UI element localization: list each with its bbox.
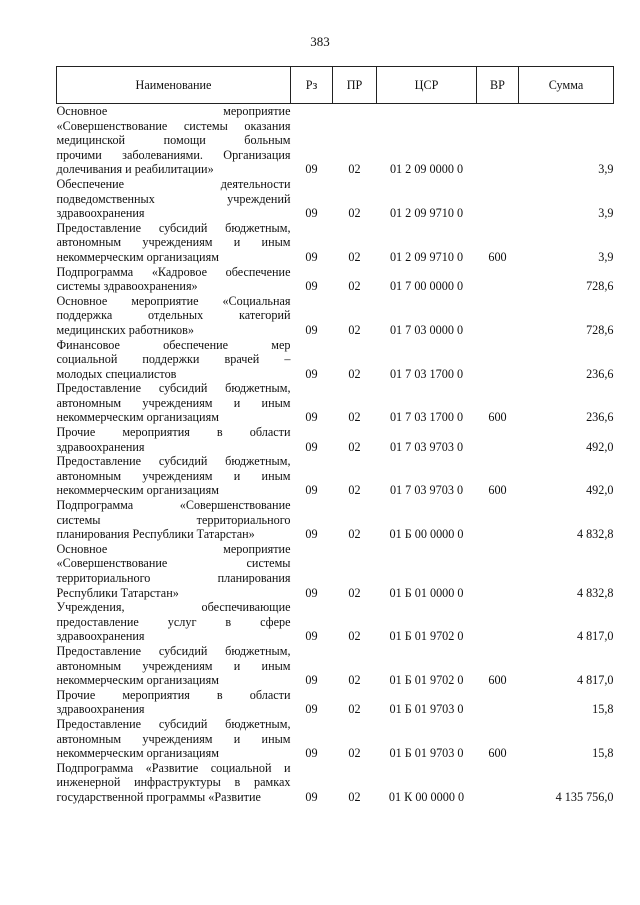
row-pr xyxy=(333,294,377,338)
row-pr-value: 02 xyxy=(348,279,361,294)
row-name-line: «Совершенствование системы оказания xyxy=(56,118,291,133)
row-vr-value: 600 xyxy=(488,249,507,264)
row-name xyxy=(57,104,291,177)
row-sum-value: 728,6 xyxy=(586,322,614,337)
row-name-line: автономным учреждениям и иным xyxy=(56,468,291,483)
row-name xyxy=(57,425,291,454)
row-csr-value: 01 2 09 9710 0 xyxy=(389,249,464,264)
row-pr-value: 02 xyxy=(348,366,361,381)
row-pr-value: 02 xyxy=(348,439,361,454)
table-row xyxy=(57,600,614,644)
row-name-line: Основное мероприятие «Социальная xyxy=(56,293,291,308)
row-rz-value: 09 xyxy=(305,483,318,498)
row-name-line: Обеспечение деятельности xyxy=(56,176,291,191)
row-rz-value: 09 xyxy=(305,162,318,177)
row-sum xyxy=(519,542,614,600)
row-name xyxy=(57,688,291,717)
row-sum-value: 4 135 756,0 xyxy=(555,789,614,804)
row-name-line: предоставление услуг в сфере xyxy=(56,614,291,629)
row-pr-value: 02 xyxy=(348,789,361,804)
row-pr xyxy=(333,688,377,717)
row-vr xyxy=(477,542,519,600)
row-vr xyxy=(477,294,519,338)
row-rz-value: 09 xyxy=(305,746,318,761)
row-vr xyxy=(477,381,519,425)
row-csr-value: 01 7 03 1700 0 xyxy=(389,366,464,381)
row-pr-value: 02 xyxy=(348,629,361,644)
row-name-line: системы территориального xyxy=(56,512,291,527)
row-rz xyxy=(291,761,333,805)
row-pr xyxy=(333,498,377,542)
row-name-line: Прочие мероприятия в области xyxy=(56,687,291,702)
row-name-line: медицинских работников» xyxy=(56,322,194,337)
row-name-line: системы здравоохранения» xyxy=(56,279,198,294)
row-csr-value: 01 Б 01 0000 0 xyxy=(389,585,464,600)
budget-table xyxy=(56,66,614,805)
row-name xyxy=(57,498,291,542)
row-name-line: государственной программы «Развитие xyxy=(56,789,261,804)
row-pr xyxy=(333,644,377,688)
row-sum-value: 3,9 xyxy=(598,206,614,221)
row-sum xyxy=(519,717,614,761)
row-csr xyxy=(377,644,477,688)
row-sum-value: 3,9 xyxy=(598,162,614,177)
row-vr xyxy=(477,177,519,221)
row-name-line: здравоохранения xyxy=(56,206,145,221)
row-csr-value: 01 7 03 9703 0 xyxy=(389,483,464,498)
table-row xyxy=(57,761,614,805)
row-vr xyxy=(477,644,519,688)
row-rz xyxy=(291,425,333,454)
row-rz xyxy=(291,717,333,761)
row-name xyxy=(57,177,291,221)
row-csr xyxy=(377,454,477,498)
row-name-line: некоммерческим организациям xyxy=(56,249,219,264)
row-csr xyxy=(377,717,477,761)
row-name-line: здравоохранения xyxy=(56,629,145,644)
row-csr-value: 01 Б 01 9702 0 xyxy=(389,629,464,644)
row-vr xyxy=(477,688,519,717)
row-vr xyxy=(477,717,519,761)
table-row xyxy=(57,177,614,221)
row-vr xyxy=(477,265,519,294)
table-row xyxy=(57,644,614,688)
row-sum-value: 236,6 xyxy=(586,410,614,425)
row-name-line: территориального планирования xyxy=(56,571,291,585)
row-rz xyxy=(291,454,333,498)
row-pr xyxy=(333,338,377,382)
table-row xyxy=(57,542,614,600)
row-rz xyxy=(291,381,333,425)
row-pr xyxy=(333,717,377,761)
header-name: Наименование xyxy=(57,67,291,104)
row-rz-value: 09 xyxy=(305,585,318,600)
row-rz-value: 09 xyxy=(305,249,318,264)
row-vr xyxy=(477,425,519,454)
row-rz xyxy=(291,498,333,542)
row-name-line: автономным учреждениям и иным xyxy=(56,731,291,746)
row-sum-value: 236,6 xyxy=(586,366,614,381)
row-rz xyxy=(291,265,333,294)
row-sum-value: 3,9 xyxy=(598,249,614,264)
row-sum-value: 15,8 xyxy=(592,702,614,717)
row-name-line: здравоохранения xyxy=(56,439,145,454)
row-name-line: некоммерческим организациям xyxy=(56,410,219,425)
row-rz xyxy=(291,221,333,265)
row-sum xyxy=(519,600,614,644)
row-rz xyxy=(291,600,333,644)
row-rz-value: 09 xyxy=(305,366,318,381)
row-csr-value: 01 7 03 9703 0 xyxy=(389,439,464,454)
row-vr-value: 600 xyxy=(488,410,507,425)
row-csr xyxy=(377,338,477,382)
row-pr-value: 02 xyxy=(348,746,361,761)
row-sum-value: 4 817,0 xyxy=(576,673,614,688)
header-csr: ЦСР xyxy=(377,67,477,104)
row-name-line: автономным учреждениям и иным xyxy=(56,235,291,250)
row-name-line: некоммерческим организациям xyxy=(56,483,219,498)
row-pr xyxy=(333,221,377,265)
row-rz-value: 09 xyxy=(305,702,318,717)
row-vr xyxy=(477,454,519,498)
row-pr xyxy=(333,454,377,498)
row-csr-value: 01 Б 01 9703 0 xyxy=(389,746,464,761)
row-pr-value: 02 xyxy=(348,410,361,425)
row-pr xyxy=(333,381,377,425)
row-csr xyxy=(377,425,477,454)
row-sum xyxy=(519,688,614,717)
row-sum xyxy=(519,498,614,542)
row-name-line: Подпрограмма «Кадровое обеспечение xyxy=(56,264,291,279)
row-sum xyxy=(519,381,614,425)
row-sum-value: 728,6 xyxy=(586,279,614,294)
row-sum-value: 4 832,8 xyxy=(576,585,614,600)
row-csr xyxy=(377,600,477,644)
row-csr xyxy=(377,381,477,425)
row-pr xyxy=(333,177,377,221)
table-row xyxy=(57,338,614,382)
row-name-line: Предоставление субсидий бюджетным, xyxy=(56,220,291,235)
row-rz xyxy=(291,644,333,688)
row-name-line: подведомственных учреждений xyxy=(56,191,291,206)
row-sum xyxy=(519,761,614,805)
row-pr xyxy=(333,761,377,805)
row-sum xyxy=(519,425,614,454)
row-name-line: «Совершенствование системы xyxy=(56,556,291,571)
row-name xyxy=(57,381,291,425)
row-csr-value: 01 7 03 0000 0 xyxy=(389,322,464,337)
row-pr-value: 02 xyxy=(348,585,361,600)
row-rz-value: 09 xyxy=(305,789,318,804)
table-row xyxy=(57,104,614,177)
row-name-line: поддержка отдельных категорий xyxy=(56,308,291,323)
row-sum xyxy=(519,104,614,177)
row-rz-value: 09 xyxy=(305,410,318,425)
header-sum: Сумма xyxy=(519,67,614,104)
row-pr-value: 02 xyxy=(348,483,361,498)
table-row xyxy=(57,381,614,425)
row-rz xyxy=(291,338,333,382)
row-vr xyxy=(477,498,519,542)
table-row xyxy=(57,265,614,294)
row-pr xyxy=(333,600,377,644)
row-sum-value: 4 832,8 xyxy=(576,527,614,542)
row-name-line: инженерной инфраструктуры в рамках xyxy=(56,775,291,790)
row-pr-value: 02 xyxy=(348,206,361,221)
table-header-row xyxy=(57,67,614,104)
row-csr xyxy=(377,294,477,338)
row-csr-value: 01 Б 00 0000 0 xyxy=(389,527,464,542)
table-row xyxy=(57,688,614,717)
row-name-line: Предоставление субсидий бюджетным, xyxy=(56,716,291,731)
row-csr xyxy=(377,104,477,177)
row-csr xyxy=(377,265,477,294)
row-name-line: Финансовое обеспечение мер xyxy=(56,337,291,352)
row-csr xyxy=(377,688,477,717)
table-body xyxy=(57,104,614,805)
row-sum-value: 492,0 xyxy=(586,439,614,454)
row-name-line: молодых специалистов xyxy=(56,366,177,381)
row-name-line: автономным учреждениям и иным xyxy=(56,395,291,410)
row-pr-value: 02 xyxy=(348,162,361,177)
row-name-line: Основное мероприятие xyxy=(56,541,291,556)
row-pr-value: 02 xyxy=(348,322,361,337)
row-sum xyxy=(519,177,614,221)
table-row xyxy=(57,425,614,454)
row-name xyxy=(57,644,291,688)
row-name-line: Предоставление субсидий бюджетным, xyxy=(56,381,291,396)
row-name-line: социальной поддержки врачей – xyxy=(56,352,291,367)
row-sum-value: 15,8 xyxy=(592,746,614,761)
row-name-line: некоммерческим организациям xyxy=(56,673,219,688)
row-csr-value: 01 7 00 0000 0 xyxy=(389,279,464,294)
row-rz-value: 09 xyxy=(305,322,318,337)
row-name-line: планирования Республики Татарстан» xyxy=(56,527,255,542)
row-csr xyxy=(377,761,477,805)
row-rz-value: 09 xyxy=(305,439,318,454)
row-name xyxy=(57,717,291,761)
row-name-line: Предоставление субсидий бюджетным, xyxy=(56,454,291,469)
row-name xyxy=(57,221,291,265)
row-name-line: здравоохранения xyxy=(56,702,145,717)
row-name-line: некоммерческим организациям xyxy=(56,746,219,761)
row-csr-value: 01 Б 01 9703 0 xyxy=(389,702,464,717)
row-vr xyxy=(477,104,519,177)
row-sum xyxy=(519,644,614,688)
row-rz-value: 09 xyxy=(305,279,318,294)
row-csr xyxy=(377,542,477,600)
row-rz-value: 09 xyxy=(305,673,318,688)
row-rz-value: 09 xyxy=(305,206,318,221)
row-name xyxy=(57,265,291,294)
row-csr-value: 01 2 09 9710 0 xyxy=(389,206,464,221)
row-csr-value: 01 7 03 1700 0 xyxy=(389,410,464,425)
row-pr xyxy=(333,425,377,454)
row-name-line: Учреждения, обеспечивающие xyxy=(56,600,291,615)
row-vr-value: 600 xyxy=(488,673,507,688)
row-name xyxy=(57,761,291,805)
row-rz-value: 09 xyxy=(305,629,318,644)
row-name-line: медицинской помощи больным xyxy=(56,133,291,148)
row-vr xyxy=(477,600,519,644)
table-row xyxy=(57,498,614,542)
row-name-line: Подпрограмма «Совершенствование xyxy=(56,498,291,513)
row-name-line: Республики Татарстан» xyxy=(56,585,179,600)
row-sum xyxy=(519,294,614,338)
row-vr xyxy=(477,221,519,265)
table-row xyxy=(57,454,614,498)
row-sum-value: 492,0 xyxy=(586,483,614,498)
row-csr-value: 01 2 09 0000 0 xyxy=(389,162,464,177)
row-rz xyxy=(291,177,333,221)
row-pr-value: 02 xyxy=(348,527,361,542)
header-vr: ВР xyxy=(477,67,519,104)
page-number: 383 xyxy=(310,34,330,49)
row-name xyxy=(57,338,291,382)
row-name-line: Основное мероприятие xyxy=(56,104,291,118)
row-name-line: Предоставление субсидий бюджетным, xyxy=(56,643,291,658)
row-name-line: долечивания и реабилитации» xyxy=(56,162,214,177)
row-rz xyxy=(291,294,333,338)
header-rz: Рз xyxy=(291,67,333,104)
row-vr-value: 600 xyxy=(488,746,507,761)
row-pr-value: 02 xyxy=(348,249,361,264)
row-vr xyxy=(477,338,519,382)
row-csr xyxy=(377,498,477,542)
row-sum xyxy=(519,338,614,382)
header-pr: ПР xyxy=(333,67,377,104)
row-pr xyxy=(333,104,377,177)
row-rz xyxy=(291,688,333,717)
row-name xyxy=(57,600,291,644)
row-csr-value: 01 К 00 0000 0 xyxy=(388,789,465,804)
row-sum xyxy=(519,265,614,294)
row-pr xyxy=(333,542,377,600)
row-pr-value: 02 xyxy=(348,702,361,717)
row-vr xyxy=(477,761,519,805)
row-name xyxy=(57,542,291,600)
table-row xyxy=(57,294,614,338)
row-rz xyxy=(291,542,333,600)
row-name xyxy=(57,454,291,498)
row-sum-value: 4 817,0 xyxy=(576,629,614,644)
row-rz xyxy=(291,104,333,177)
row-vr-value: 600 xyxy=(488,483,507,498)
row-name-line: прочими заболеваниями. Организация xyxy=(56,147,291,162)
row-csr xyxy=(377,221,477,265)
row-name-line: Подпрограмма «Развитие социальной и xyxy=(56,760,291,775)
table-row xyxy=(57,717,614,761)
row-sum xyxy=(519,221,614,265)
row-name xyxy=(57,294,291,338)
row-csr xyxy=(377,177,477,221)
row-pr-value: 02 xyxy=(348,673,361,688)
row-csr-value: 01 Б 01 9702 0 xyxy=(389,673,464,688)
row-name-line: автономным учреждениям и иным xyxy=(56,658,291,673)
table-row xyxy=(57,221,614,265)
row-pr xyxy=(333,265,377,294)
row-rz-value: 09 xyxy=(305,527,318,542)
row-name-line: Прочие мероприятия в области xyxy=(56,425,291,440)
row-sum xyxy=(519,454,614,498)
